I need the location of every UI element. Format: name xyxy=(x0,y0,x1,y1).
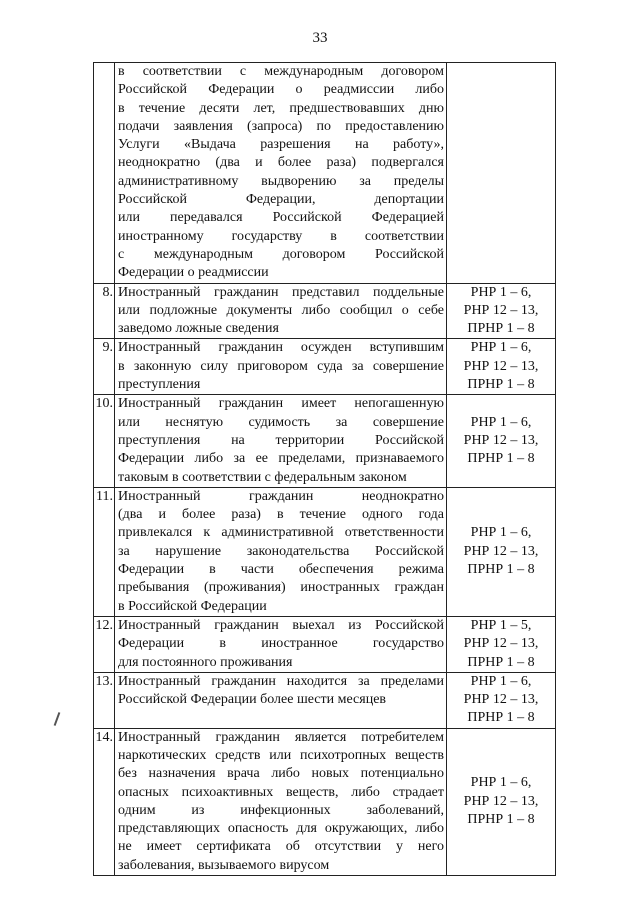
row-description xyxy=(115,339,447,395)
description-line: представляющих опасность для окружающих, либо xyxy=(118,821,444,837)
description-line: заведомо ложные сведения xyxy=(118,321,279,337)
description-line: или подложные документы либо сообщил о себе xyxy=(118,302,444,318)
row-codes xyxy=(447,339,556,395)
code-line: ПРНР 1 – 8 xyxy=(467,451,535,467)
description-line: Иностранный гражданин неоднократно xyxy=(118,488,444,504)
row-codes xyxy=(447,395,556,487)
code-line: РНР 12 – 13, xyxy=(463,543,539,559)
description-line: в течение десяти лет, предшествовавших дню xyxy=(118,100,444,116)
table-row xyxy=(94,63,556,284)
row-number: 13. xyxy=(94,672,115,728)
row-codes xyxy=(447,283,556,339)
code-line: РНР 12 – 13, xyxy=(463,432,539,448)
page-number: 33 xyxy=(312,30,328,46)
description-line: таковым в соответствии с федеральным законом xyxy=(118,469,407,485)
description-line: привлекался к административной ответственности xyxy=(118,525,444,541)
table-row xyxy=(94,616,556,672)
description-line: в законную силу приговором суда за совершение xyxy=(118,358,444,374)
table-row xyxy=(94,395,556,487)
row-number: 12. xyxy=(94,616,115,672)
description-line: иностранному государству в соответствии xyxy=(118,228,444,244)
description-line: наркотических средств или психотропных веществ xyxy=(118,747,444,763)
code-line: РНР 1 – 5, xyxy=(470,617,532,633)
row-number: 9. xyxy=(94,339,115,395)
description-line: Российской Федерации о реадмиссии либо xyxy=(118,82,444,98)
table-row xyxy=(94,487,556,616)
description-line: или неснятую судимость за совершение xyxy=(118,414,444,430)
description-line: Российской Федерации, депортации xyxy=(118,192,444,208)
code-line: РНР 12 – 13, xyxy=(463,358,539,374)
row-description xyxy=(115,487,447,616)
code-line: ПРНР 1 – 8 xyxy=(467,321,535,337)
row-number xyxy=(94,63,115,284)
description-line: Федерации либо за ее пределами, признаваемого xyxy=(118,451,444,467)
description-line: не имеет сертификата об отсутствии у него xyxy=(118,839,444,855)
table-row xyxy=(94,283,556,339)
code-line: РНР 1 – 6, xyxy=(470,525,532,541)
description-line: или передавался Российской Федерацией xyxy=(118,210,444,226)
description-line: Иностранный гражданин находится за пределами xyxy=(118,673,444,689)
code-line: ПРНР 1 – 8 xyxy=(467,562,535,578)
code-line: РНР 12 – 13, xyxy=(463,692,539,708)
description-line: Услуги «Выдача разрешения на работу», xyxy=(118,137,444,153)
description-line: опасных психоактивных веществ, либо страдает xyxy=(118,784,444,800)
description-line: одним из инфекционных заболеваний, xyxy=(118,802,444,818)
description-line: Федерации в части обеспечения режима xyxy=(118,562,444,578)
description-line: за нарушение законодательства Российской xyxy=(118,543,444,559)
description-line: Иностранный гражданин представил поддельные xyxy=(118,284,444,300)
refusal-grounds-table xyxy=(93,62,556,876)
description-line: с международным договором Российской xyxy=(118,246,444,262)
description-line: заболевания, вызываемого вирусом xyxy=(118,857,330,873)
row-codes xyxy=(447,487,556,616)
description-line: преступления xyxy=(118,377,201,393)
description-line: в Российской Федерации xyxy=(118,598,267,614)
description-line: (два и более раза) в течение одного года xyxy=(118,507,444,523)
row-codes xyxy=(447,616,556,672)
row-description xyxy=(115,728,447,875)
description-line: Федерации в иностранное государство xyxy=(118,636,444,652)
description-line: административному выдворению за пределы xyxy=(118,173,444,189)
description-line: Российской Федерации более шести месяцев xyxy=(118,692,387,708)
code-line: ПРНР 1 – 8 xyxy=(467,710,535,726)
row-description xyxy=(115,63,447,284)
table-body xyxy=(94,63,556,876)
description-line: пребывания (проживания) иностранных граждан xyxy=(118,580,444,596)
description-line: Иностранный гражданин имеет непогашенную xyxy=(118,396,444,412)
code-line: ПРНР 1 – 8 xyxy=(467,377,535,393)
table-row xyxy=(94,728,556,875)
row-description xyxy=(115,283,447,339)
row-number: 14. xyxy=(94,728,115,875)
code-line: РНР 12 – 13, xyxy=(463,636,539,652)
table-row xyxy=(94,339,556,395)
code-line: ПРНР 1 – 8 xyxy=(467,654,535,670)
description-line: Иностранный гражданин является потребителем xyxy=(118,729,444,745)
description-line: неоднократно (два и более раза) подвергался xyxy=(118,155,444,171)
row-codes xyxy=(447,728,556,875)
stray-mark xyxy=(54,712,61,726)
row-description xyxy=(115,616,447,672)
row-description xyxy=(115,672,447,728)
description-line: для постоянного проживания xyxy=(118,654,293,670)
code-line: РНР 12 – 13, xyxy=(463,793,539,809)
table-row xyxy=(94,672,556,728)
row-number: 8. xyxy=(94,283,115,339)
row-codes xyxy=(447,63,556,284)
code-line: РНР 1 – 6, xyxy=(470,775,532,791)
code-line: РНР 12 – 13, xyxy=(463,302,539,318)
description-line: Иностранный гражданин осужден вступившим xyxy=(118,340,444,356)
row-number: 11. xyxy=(94,487,115,616)
code-line: РНР 1 – 6, xyxy=(470,414,532,430)
code-line: РНР 1 – 6, xyxy=(470,284,532,300)
description-line: в соответствии с международным договором xyxy=(118,64,444,79)
row-description xyxy=(115,395,447,487)
description-line: Иностранный гражданин выехал из Российской xyxy=(118,617,444,633)
description-line: подачи заявления (запроса) по предоставлению xyxy=(118,118,444,134)
description-line: преступления на территории Российской xyxy=(118,432,444,448)
row-codes xyxy=(447,672,556,728)
code-line: РНР 1 – 6, xyxy=(470,673,532,689)
description-line: без назначения врача либо новых потенциально xyxy=(118,766,444,782)
code-line: РНР 1 – 6, xyxy=(470,340,532,356)
description-line: Федерации о реадмиссии xyxy=(118,265,269,281)
code-line: ПРНР 1 – 8 xyxy=(467,812,535,828)
row-number: 10. xyxy=(94,395,115,487)
